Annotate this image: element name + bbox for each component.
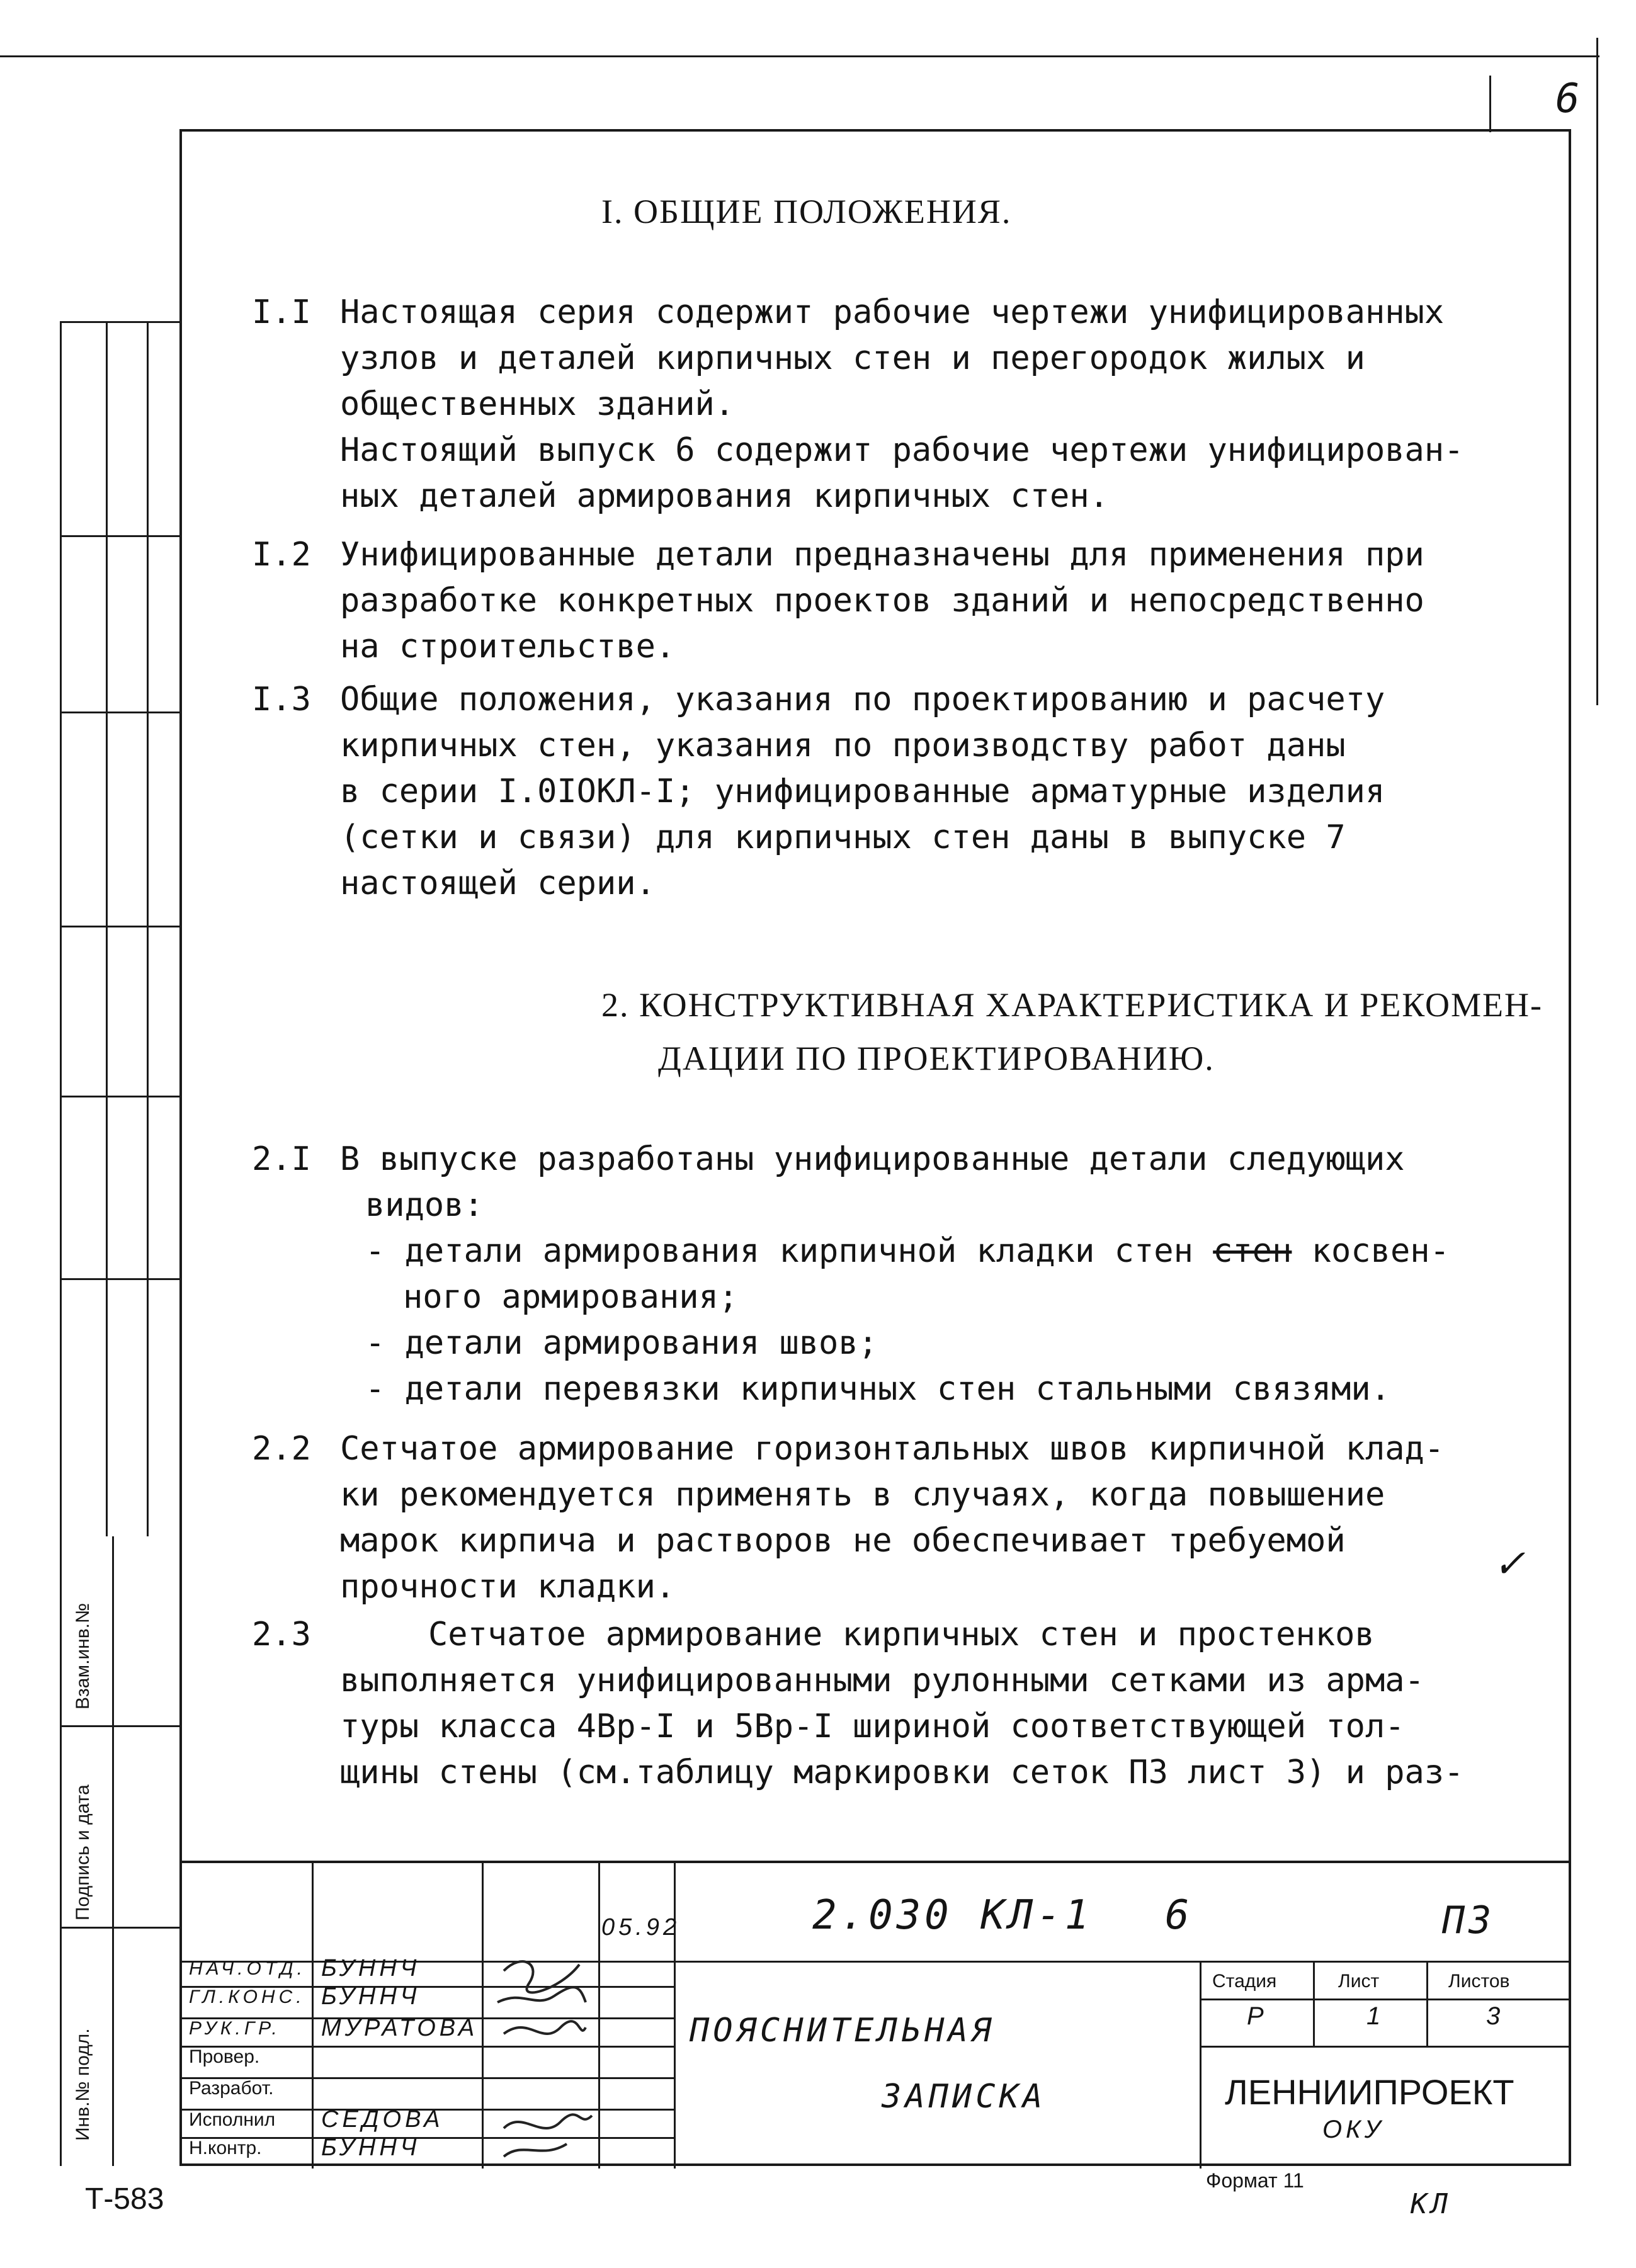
text-line: ки рекомендуется применять в случаях, когда повышение: [340, 1476, 1385, 1514]
text-line: общественных зданий.: [340, 385, 735, 423]
item-number: 2.I: [252, 1140, 311, 1178]
text-line: Сетчатое армирование горизонтальных швов кирпичной клад-: [340, 1430, 1445, 1468]
doc-type: ПЗ: [1442, 1898, 1496, 1942]
section2-title-line1: 2. КОНСТРУКТИВНАЯ ХАРАКТЕРИСТИКА И РЕКОМЕН-: [601, 986, 1543, 1024]
role-ruk-gr: РУК.ГР.: [189, 2018, 281, 2039]
text-line: Унифицированные детали предназначены для применения при: [340, 536, 1424, 574]
name-n-kontr: БУННЧ: [321, 2135, 421, 2161]
struck-word: стен: [1213, 1232, 1292, 1270]
date-value: 05.92: [601, 1914, 681, 1941]
doc-code: 2.030 КЛ-1: [812, 1892, 1093, 1939]
text-line: выполняется унифицированными рулонными сетками из арма-: [340, 1662, 1424, 1699]
signature-marks: [485, 1939, 598, 2166]
item-2-3: [252, 1612, 1568, 1796]
item-2-2: [252, 1426, 1568, 1610]
page-number-divider: [1489, 76, 1491, 132]
text-line: кирпичных стен, указания по производству работ даны: [340, 727, 1346, 764]
text-line: настоящей серии.: [340, 865, 656, 902]
role-gl-kons: ГЛ.КОНС.: [189, 1987, 305, 2007]
sheet-value: 1: [1366, 2002, 1385, 2030]
org-sub: ОКУ: [1322, 2116, 1385, 2143]
text-line: (сетки и связи) для кирпичных стен даны в выпуске 7: [340, 819, 1346, 856]
item-number: I.3: [252, 681, 311, 718]
right-edge-line: [1596, 38, 1598, 705]
text-line: Сетчатое армирование кирпичных стен и простенков: [428, 1616, 1375, 1653]
page-number: 6: [1555, 76, 1584, 122]
role-razrabot: Разработ.: [189, 2078, 274, 2099]
text-line: Настоящая серия содержит рабочие чертежи унифицированных: [340, 293, 1445, 331]
role-prover: Провер.: [189, 2046, 260, 2067]
text-line: марок кирпича и растворов не обеспечивает требуемой: [340, 1522, 1346, 1560]
name-ruk-gr: МУРАТОВА: [321, 2015, 479, 2041]
role-ispolnil: Исполнил: [189, 2109, 276, 2130]
bullet-3: - детали перевязки кирпичных стен стальными связями.: [365, 1370, 1390, 1408]
org-name: ЛЕННИИПРОЕКТ: [1225, 2072, 1514, 2112]
item-2-1: [252, 1137, 1568, 1412]
stage-label: Стадия: [1212, 1971, 1277, 1992]
text-line: ного армирования;: [403, 1278, 739, 1316]
text-line: в серии I.0IOКЛ-I; унифицированные арматурные изделия: [340, 773, 1385, 810]
doc-title-line1: ПОЯСНИТЕЛЬНАЯ: [690, 2012, 995, 2050]
bullet-1: - детали армирования кирпичной кладки стен стен косвен-: [365, 1232, 1450, 1270]
top-rule: [0, 55, 1599, 57]
item-number: 2.2: [252, 1430, 311, 1468]
side-grid: [60, 321, 179, 1536]
text-line: прочности кладки.: [340, 1568, 676, 1606]
text-line: узлов и деталей кирпичных стен и перегородок жилых и: [340, 339, 1365, 377]
role-n-kontr: Н.контр.: [189, 2138, 262, 2158]
checkmark: ✓: [1496, 1536, 1526, 1588]
footer-mark: КЛ: [1411, 2188, 1451, 2220]
side-label-vzam: Взам.инв.№: [72, 1602, 93, 1710]
section2-title-line2: ДАЦИИ ПО ПРОЕКТИРОВАНИЮ.: [658, 1040, 1215, 1077]
text-line: В выпуске разработаны унифицированные детали следующих: [340, 1140, 1405, 1178]
side-label-inv-podl: Инв.№ подл.: [72, 2028, 93, 2141]
footer-code: Т-583: [85, 2182, 164, 2216]
section1-title: I. ОБЩИЕ ПОЛОЖЕНИЯ.: [601, 193, 1012, 230]
stage-value: Р: [1247, 2002, 1268, 2030]
text-line: ных деталей армирования кирпичных стен.: [340, 477, 1109, 515]
text-line: щины стены (см.таблицу маркировки сеток ПЗ лист 3) и раз-: [340, 1754, 1464, 1791]
doc-title-line2: ЗАПИСКА: [882, 2078, 1047, 2116]
text-line: туры класса 4Вр-I и 5Вр-I шириной соответствующей тол-: [340, 1708, 1405, 1745]
item-number: I.I: [252, 293, 311, 331]
text-line: на строительстве.: [340, 628, 676, 666]
sheets-label: Листов: [1448, 1971, 1510, 1992]
text-line: Настоящий выпуск 6 содержит рабочие чертежи унифицирован-: [340, 431, 1464, 469]
item-1-3: [252, 677, 1568, 907]
item-1-2: [252, 532, 1568, 670]
text-line: видов:: [365, 1186, 484, 1224]
text-line: Общие положения, указания по проектированию и расчету: [340, 681, 1385, 718]
text-line: разработке конкретных проектов зданий и непосредственно: [340, 582, 1424, 620]
name-gl-kons: БУННЧ: [321, 1983, 421, 2010]
format-label: Формат 11: [1206, 2169, 1304, 2192]
side-label-podpis: Подпись и дата: [72, 1784, 93, 1920]
issue-number: 6: [1165, 1892, 1193, 1939]
item-1-1: [252, 290, 1568, 519]
role-nach-otd: НАЧ.ОТД.: [189, 1958, 307, 1979]
item-number: I.2: [252, 536, 311, 574]
name-ispolnil: СЕДОВА: [321, 2106, 444, 2133]
sheets-value: 3: [1486, 2002, 1504, 2030]
bullet-2: - детали армирования швов;: [365, 1324, 878, 1362]
sheet-label: Лист: [1338, 1971, 1380, 1992]
name-nach-otd: БУННЧ: [321, 1955, 421, 1982]
item-number: 2.3: [252, 1616, 311, 1653]
